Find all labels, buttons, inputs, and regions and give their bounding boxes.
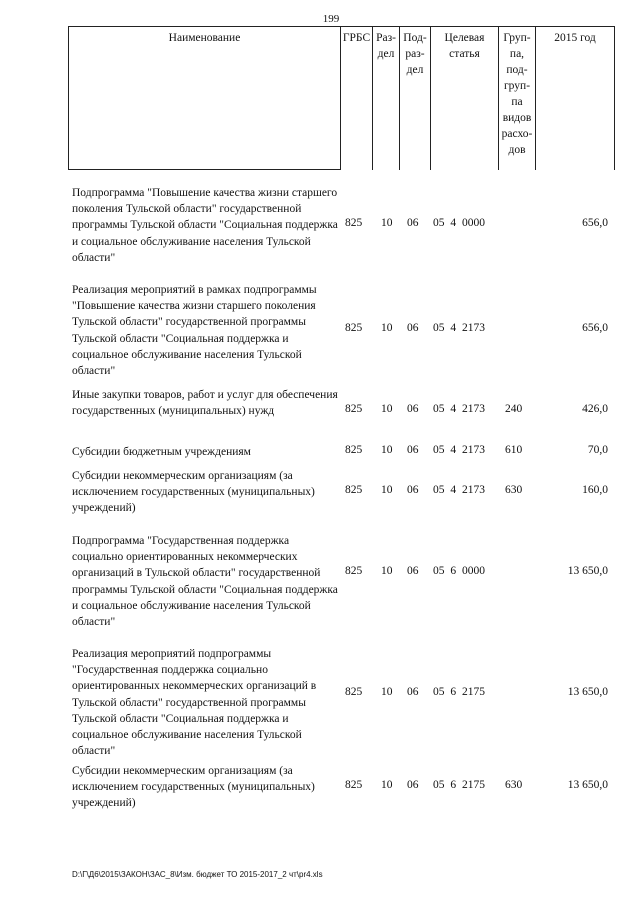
header-gruppa-vidov: Груп- па, под- груп- па видов расхо- дов xyxy=(498,26,535,170)
row-podrazdel: 06 xyxy=(407,484,419,496)
row-celevaya: 05 6 0000 xyxy=(433,565,485,577)
header-year: 2015 год xyxy=(535,26,615,170)
row-grbs: 825 xyxy=(345,403,363,415)
footer-file-path: D:\Г\Д6\2015\ЗАКОН\ЗАС_8\Изм. бюджет ТО 2015-2017_2 чт\pr4.xls xyxy=(72,870,323,879)
row-razdel: 10 xyxy=(381,686,393,698)
row-podrazdel: 06 xyxy=(407,779,419,791)
row-podrazdel: 06 xyxy=(407,322,419,334)
row-grbs: 825 xyxy=(345,686,363,698)
row-name: Иные закупки товаров, работ и услуг для обеспечения государственных (муниципальных) нужд xyxy=(72,389,338,418)
row-amount: 13 650,0 xyxy=(567,686,608,698)
row-celevaya: 05 4 2173 xyxy=(433,444,485,456)
row-razdel: 10 xyxy=(381,322,393,334)
row-razdel: 10 xyxy=(381,484,393,496)
row-grbs: 825 xyxy=(345,322,363,334)
row-amount: 70,0 xyxy=(587,444,608,456)
row-celevaya: 05 6 2175 xyxy=(433,779,485,791)
row-celevaya: 05 4 2173 xyxy=(433,322,485,334)
header-grbs: ГРБС xyxy=(340,26,372,170)
row-podrazdel: 06 xyxy=(407,403,419,415)
row-name: Реализация мероприятий подпрограммы "Государственная поддержка социально ориентированных некоммерческих организаций в Тульской области" государственной программы Тульской области "Социальная поддержка и социальное обслуживание населения Тульской области" xyxy=(72,648,317,758)
table-header xyxy=(68,26,615,170)
row-celevaya: 05 6 2175 xyxy=(433,686,485,698)
row-grbs: 825 xyxy=(345,484,363,496)
row-podrazdel: 06 xyxy=(407,686,419,698)
row-amount: 160,0 xyxy=(582,484,608,496)
row-vid: 240 xyxy=(505,403,523,415)
row-amount: 13 650,0 xyxy=(567,565,608,577)
header-razdel: Раз- дел xyxy=(372,26,399,170)
row-celevaya: 05 4 2173 xyxy=(433,403,485,415)
row-amount: 656,0 xyxy=(582,322,608,334)
row-name: Реализация мероприятий в рамках подпрограммы "Повышение качества жизни старшего поколения Тульской области" государственной программы Тульской области "Социальная поддержка и социальное обслуживание населения Тульской области" xyxy=(72,284,317,378)
row-vid: 630 xyxy=(505,779,523,791)
row-podrazdel: 06 xyxy=(407,444,419,456)
row-razdel: 10 xyxy=(381,403,393,415)
row-amount: 426,0 xyxy=(582,403,608,415)
row-vid: 630 xyxy=(505,484,523,496)
header-podrazdel: Под- раз- дел xyxy=(399,26,430,170)
header-name: Наименование xyxy=(68,26,340,170)
row-podrazdel: 06 xyxy=(407,217,419,229)
row-podrazdel: 06 xyxy=(407,565,419,577)
row-razdel: 10 xyxy=(381,565,393,577)
row-celevaya: 05 4 2173 xyxy=(433,484,485,496)
row-name: Подпрограмма "Государственная поддержка социально ориентированных некоммерческих организаций в Тульской области" государственной программы Тульской области "Социальная поддержка и социальное обслуживание населения Тульской области" xyxy=(72,535,338,629)
row-celevaya: 05 4 0000 xyxy=(433,217,485,229)
row-name: Субсидии бюджетным учреждениям xyxy=(72,446,251,458)
header-celevaya-statya: Целевая статья xyxy=(430,26,498,170)
row-razdel: 10 xyxy=(381,217,393,229)
row-grbs: 825 xyxy=(345,217,363,229)
row-amount: 13 650,0 xyxy=(567,779,608,791)
row-vid: 610 xyxy=(505,444,523,456)
row-grbs: 825 xyxy=(345,565,363,577)
row-name: Субсидии некоммерческим организациям (за исключением государственных (муниципальных) учреждений) xyxy=(72,470,315,515)
row-amount: 656,0 xyxy=(582,217,608,229)
row-razdel: 10 xyxy=(381,779,393,791)
row-grbs: 825 xyxy=(345,444,363,456)
row-name: Подпрограмма "Повышение качества жизни старшего поколения Тульской области" государственной программы Тульской области "Социальная поддержка и социальное обслуживание населения Тульской области" xyxy=(72,187,338,264)
row-name: Субсидии некоммерческим организациям (за исключением государственных (муниципальных) учреждений) xyxy=(72,765,315,810)
row-razdel: 10 xyxy=(381,444,393,456)
page-number: 199 xyxy=(322,13,340,25)
row-grbs: 825 xyxy=(345,779,363,791)
